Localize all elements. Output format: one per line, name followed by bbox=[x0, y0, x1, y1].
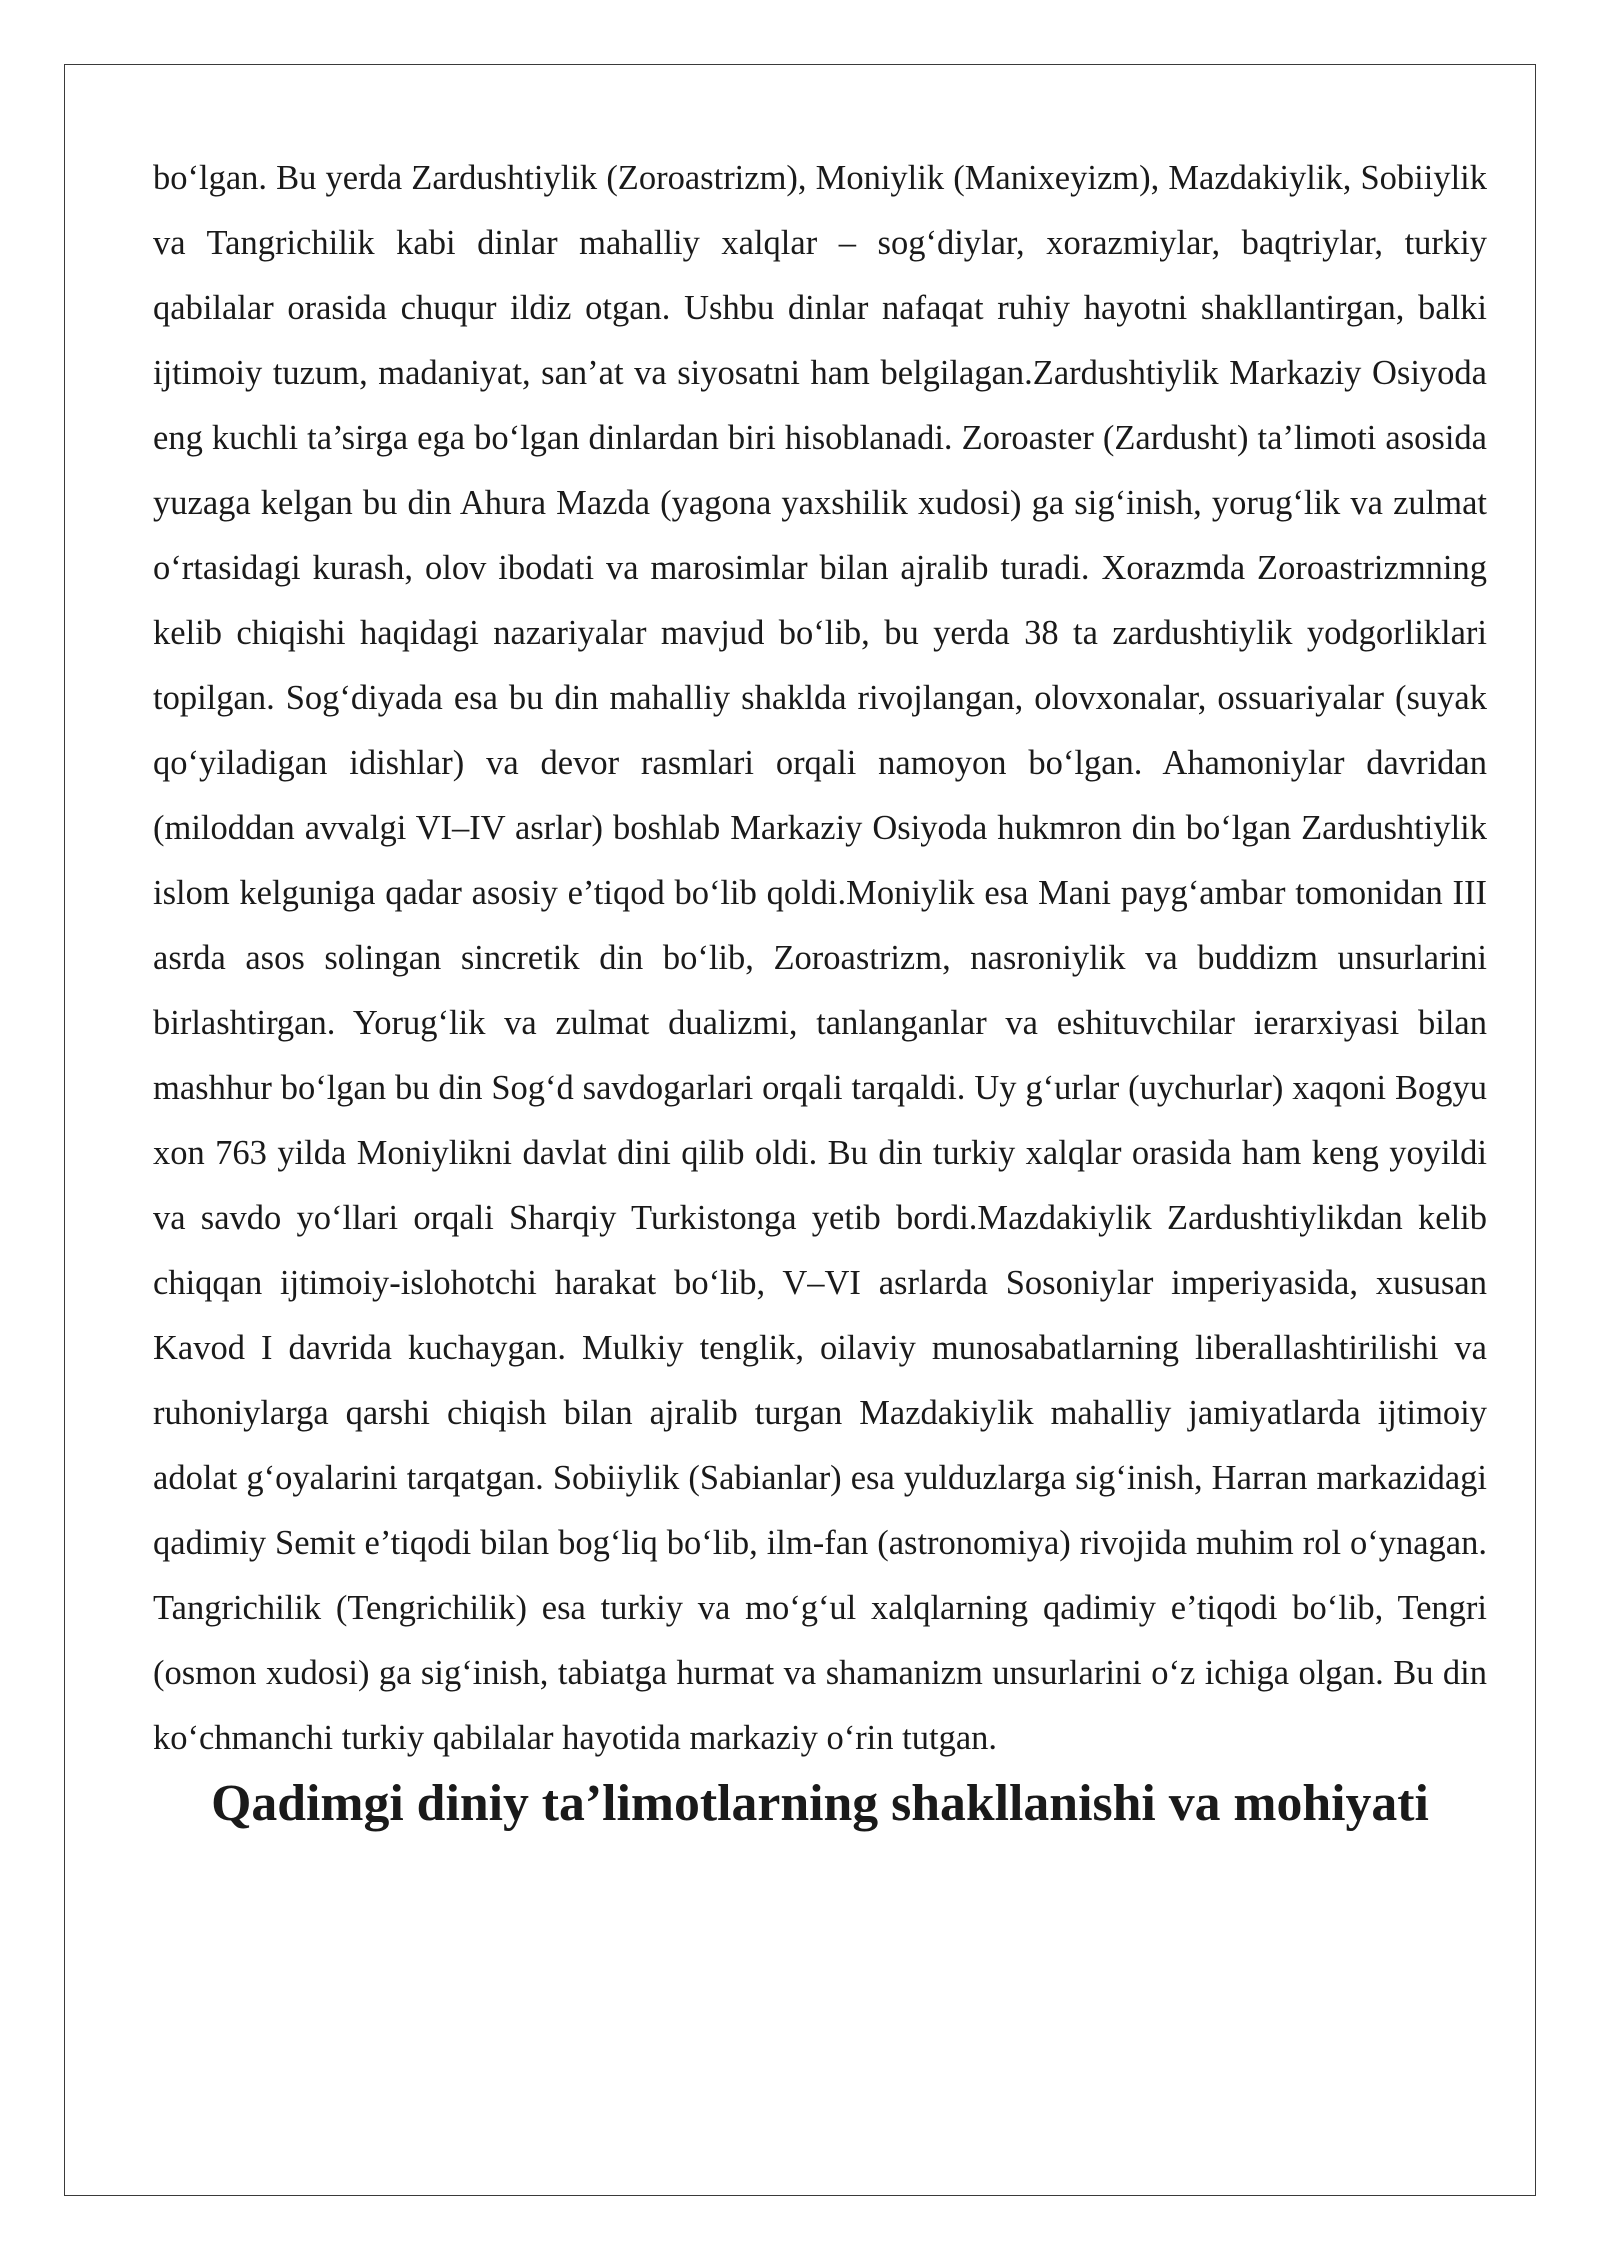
document-content bbox=[153, 146, 1487, 1836]
body-paragraph: bo‘lgan. Bu yerda Zardushtiylik (Zoroastrizm), Moniylik (Manixeyizm), Mazdakiylik, Sobiiylik va Tangrichilik kabi dinlar mahalliy xalqlar – sog‘diylar, xorazmiylar, baqtriylar, turkiy qabilalar orasida chuqur ildiz otgan. Ushbu dinlar nafaqat ruhiy hayotni shakllantirgan, balki ijtimoiy tuzum, madaniyat, san’at va siyosatni ham belgilagan.Zardushtiylik Markaziy Osiyoda eng kuchli ta’sirga ega bo‘lgan dinlardan biri hisoblanadi. Zoroaster (Zardusht) ta’limoti asosida yuzaga kelgan bu din Ahura Mazda (yagona yaxshilik xudosi) ga sig‘inish, yorug‘lik va zulmat o‘rtasidagi kurash, olov ibodati va marosimlar bilan ajralib turadi. Xorazmda Zoroastrizmning kelib chiqishi haqidagi nazariyalar mavjud bo‘lib, bu yerda 38 ta zardushtiylik yodgorliklari topilgan. Sog‘diyada esa bu din mahalliy shaklda rivojlangan, olovxonalar, ossuariyalar (suyak qo‘yiladigan idishlar) va devor rasmlari orqali namoyon bo‘lgan. Ahamoniylar davridan (miloddan avvalgi VI–IV asrlar) boshlab Markaziy Osiyoda hukmron din bo‘lgan Zardushtiylik islom kelguniga qadar asosiy e’tiqod bo‘lib qoldi.Moniylik esa Mani payg‘ambar tomonidan III asrda asos solingan sincretik din bo‘lib, Zoroastrizm, nasroniylik va buddizm unsurlarini birlashtirgan. Yorug‘lik va zulmat dualizmi, tanlanganlar va eshituvchilar ierarxiyasi bilan mashhur bo‘lgan bu din Sog‘d savdogarlari orqali tarqaldi. Uy g‘urlar (uychurlar) xaqoni Bogyu xon 763 yilda Moniylikni davlat dini qilib oldi. Bu din turkiy xalqlar orasida ham keng yoyildi va savdo yo‘llari orqali Sharqiy Turkistonga yetib bordi.Mazdakiylik Zardushtiylikdan kelib chiqqan ijtimoiy-islohotchi harakat bo‘lib, V–VI asrlarda Sosoniylar imperiyasida, xususan Kavod I davrida kuchaygan. Mulkiy tenglik, oilaviy munosabatlarning liberallashtirilishi va ruhoniylarga qarshi chiqish bilan ajralib turgan Mazdakiylik mahalliy jamiyatlarda ijtimoiy adolat g‘oyalarini tarqatgan. Sobiiylik (Sabianlar) esa yulduzlarga sig‘inish, Harran markazidagi qadimiy Semit e’tiqodi bilan bog‘liq bo‘lib, ilm-fan (astronomiya) rivojida muhim rol o‘ynagan. Tangrichilik (Tengrichilik) esa turkiy va mo‘g‘ul xalqlarning qadimiy e’tiqodi bo‘lib, Tengri (osmon xudosi) ga sig‘inish, tabiatga hurmat va shamanizm unsurlarini o‘z ichiga olgan. Bu din ko‘chmanchi turkiy qabilalar hayotida markaziy o‘rin tutgan. bbox=[153, 159, 1487, 1757]
section-heading: Qadimgi diniy ta’limotlarning shakllanishi va mohiyati bbox=[211, 1775, 1429, 1832]
